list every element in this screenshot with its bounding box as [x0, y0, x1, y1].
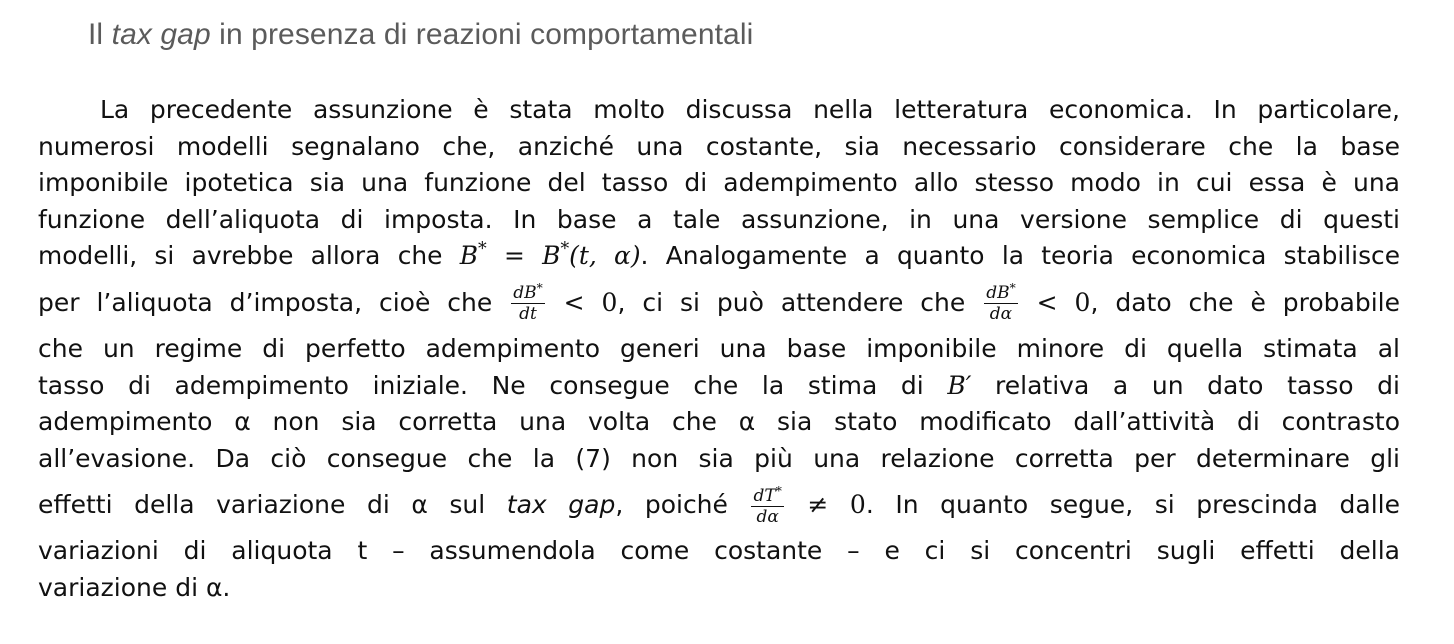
line-text: , poiché — [615, 490, 750, 520]
line-text: , dato che è probabile — [1090, 287, 1401, 317]
paragraph-line-4 — [38, 202, 1400, 239]
paragraph-line-5 — [38, 238, 1400, 275]
body-paragraph — [38, 92, 1400, 607]
math-b-star: B* — [459, 239, 487, 271]
math-b-star-func: B*(t, α) — [542, 239, 641, 271]
line-text: all’evasione. Da ciò consegue che la (7) non sia più una relazione corretta per determinare gli — [38, 443, 1400, 473]
fraction-dB-dalpha: $\frac{dB^*}{d\alpha}$ — [986, 281, 1016, 325]
paragraph-line-2 — [38, 129, 1400, 166]
line-text: tasso di adempimento iniziale. Ne consegue che la stima di — [38, 370, 948, 400]
line-text: imponibile ipotetica sia una funzione del tasso di adempimento allo stesso modo in cui essa è una — [38, 168, 1400, 198]
paragraph-line-3 — [38, 165, 1400, 202]
heading-italic-term: tax gap — [111, 18, 211, 51]
math-not-equal-zero: ≠ 0 — [785, 490, 866, 520]
line-text: per l’aliquota d’imposta, cioè che — [38, 287, 510, 317]
line-text: numerosi modelli segnalano che, anziché una costante, sia necessario considerare che la base — [38, 131, 1400, 161]
heading-suffix: in presenza di reazioni comportamentali — [210, 18, 754, 51]
paragraph-line-10 — [38, 441, 1400, 478]
math-less-than-zero: < 0 — [1019, 287, 1091, 317]
math-less-than-zero: < 0 — [546, 287, 618, 317]
paragraph-line-6 — [38, 275, 1400, 331]
paragraph-line-7 — [38, 331, 1400, 368]
italic-term: tax gap — [506, 490, 616, 520]
paragraph-line-12 — [38, 533, 1400, 570]
math-equals: = — [486, 241, 543, 271]
line-text: che un regime di perfetto adempimento generi una base imponibile minore di quella stimata al — [38, 333, 1400, 363]
line-text: effetti della variazione di α sul — [38, 490, 507, 520]
paragraph-line-8 — [38, 368, 1400, 405]
heading-prefix: Il — [88, 18, 112, 51]
line-text: modelli, si avrebbe allora che — [38, 241, 460, 271]
line-text: funzione dell’aliquota di imposta. In base a tale assunzione, in una versione semplice di questi — [38, 204, 1400, 234]
line-text: . Analogamente a quanto la teoria economica stabilisce — [640, 241, 1400, 271]
section-heading — [88, 18, 753, 52]
paragraph-line-1 — [38, 92, 1400, 129]
line-text: relativa a un dato tasso di — [971, 370, 1400, 400]
paragraph-line-11 — [38, 477, 1400, 533]
line-text: La precedente assunzione è stata molto discussa nella letteratura economica. In particolare, — [100, 95, 1400, 124]
math-b-prime: B′ — [947, 370, 972, 400]
fraction-dB-dt: $\frac{dB^*}{dt}$ — [513, 281, 543, 325]
line-text: , ci si può attendere che — [617, 287, 983, 317]
line-text: . In quanto segue, si prescinda dalle — [865, 490, 1401, 520]
paragraph-line-13 — [38, 570, 1400, 607]
line-text: variazione di α. — [38, 572, 231, 602]
line-text: adempimento α non sia corretta una volta che α sia stato modificato dall’attività di contrasto — [38, 407, 1400, 437]
paragraph-line-9 — [38, 404, 1400, 441]
line-text: variazioni di aliquota t – assumendola come costante – e ci si concentri sugli effetti della — [38, 536, 1400, 566]
fraction-dT-dalpha: $\frac{dT^*}{d\alpha}$ — [753, 483, 782, 527]
